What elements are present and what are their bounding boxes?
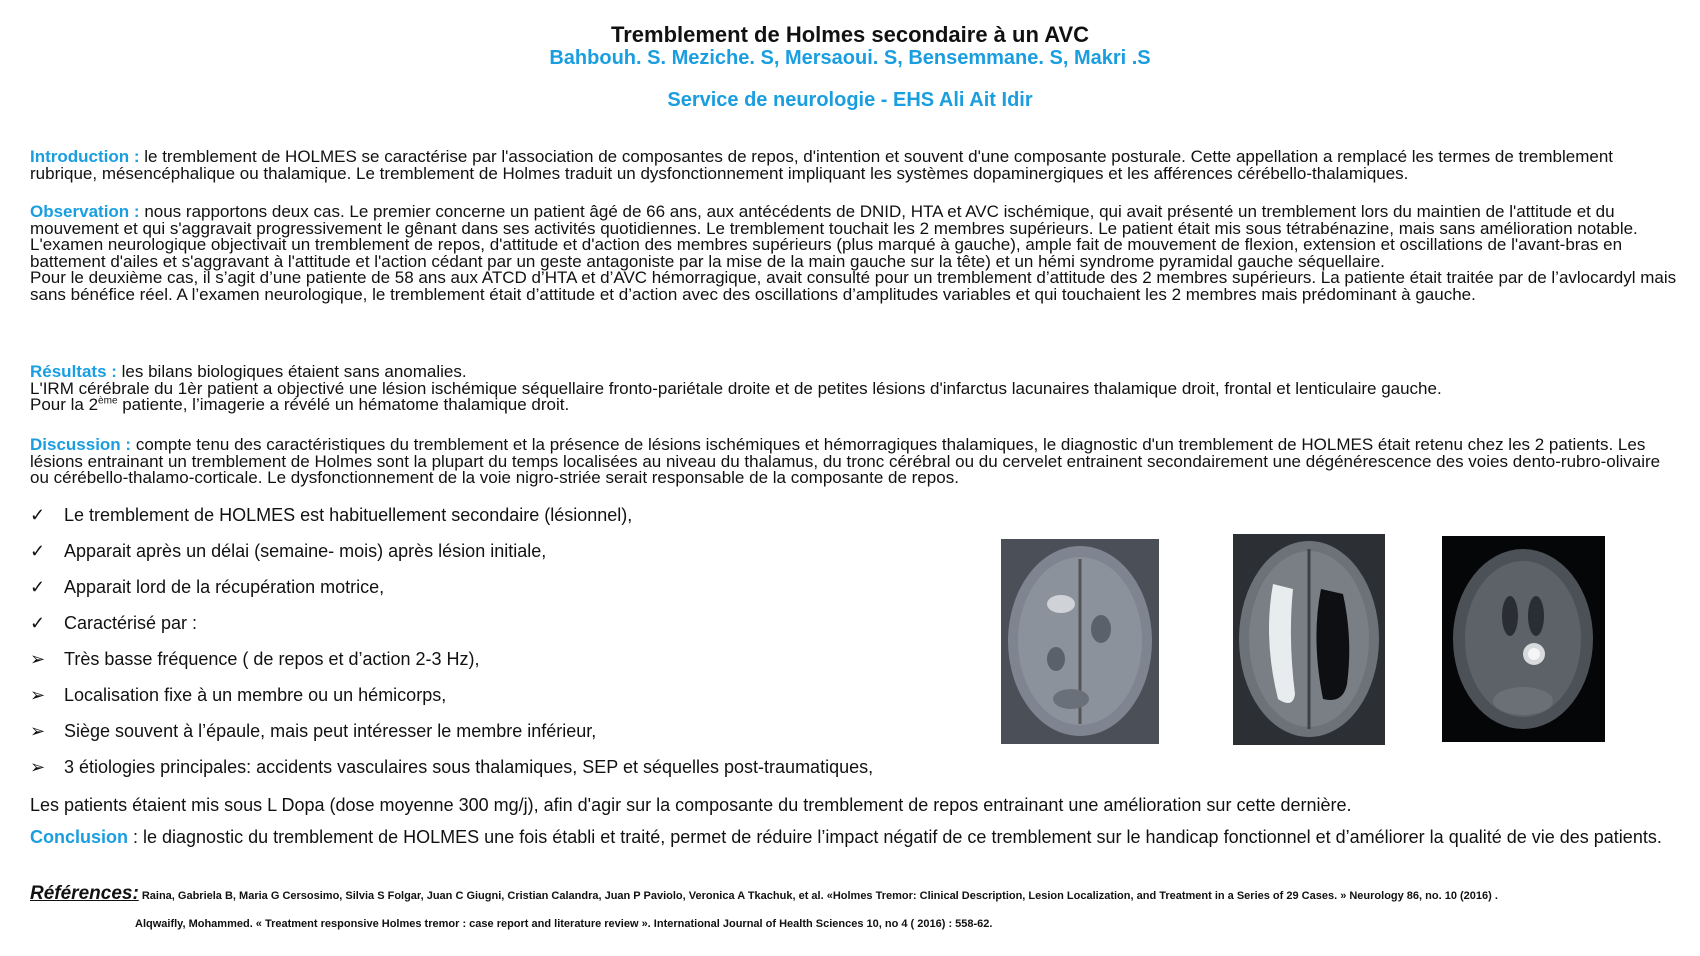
- list-item-text: Siège souvent à l’épaule, mais peut intéresser le membre inférieur,: [64, 721, 597, 741]
- resultats-label: Résultats :: [30, 362, 117, 381]
- arrow-icon: ➢: [30, 649, 46, 669]
- discussion-section: [30, 437, 1680, 487]
- references-section: [30, 883, 1680, 905]
- arrow-icon: ➢: [30, 685, 46, 705]
- discussion-label: Discussion :: [30, 435, 132, 454]
- arrow-icon: ➢: [30, 721, 46, 741]
- discussion-text: compte tenu des caractéristiques du tremblement et la présence de lésions ischémiques et hémorragiques thalamiques, le diagnostic d'un tremblement de HOLMES était retenu chez les 2 patients. Les lésions entrainant un tremblement de Holmes sont la plupart du temps localisées au niveau du thalamus, du tronc cérébral ou du cervelet entrainent secondairement une dégénérescence des voies dento-rubro-olivaire ou cérébello-thalamo-corticale. Le dysfonctionnement de la voie nigro-striée serait responsable de la composante de repos.: [30, 435, 1661, 487]
- list-item-text: Apparait lord de la récupération motrice,: [64, 577, 385, 597]
- list-item: [30, 685, 980, 721]
- resultats-text-3b: patiente, l’imagerie a révélé un hématome thalamique droit.: [117, 395, 570, 414]
- introduction-section: [30, 149, 1680, 182]
- list-item-text: 3 étiologies principales: accidents vasculaires sous thalamiques, SEP et séquelles post-traumatiques,: [64, 757, 874, 777]
- mri-image-3: [1442, 536, 1605, 742]
- list-item-text: Apparait après un délai (semaine- mois) après lésion initiale,: [64, 541, 547, 561]
- check-icon: ✓: [30, 505, 46, 525]
- introduction-text: le tremblement de HOLMES se caractérise par l'association de composantes de repos, d'intention et souvent d'une composante posturale. Cette appellation a remplacé les termes de tremblement rubrique, mésencéphalique ou thalamique. Le tremblement de Holmes traduit un dysfonctionnement impliquant les systèmes dopaminergiques et les afférences cérébello-thalamiques.: [30, 147, 1614, 183]
- list-item: [30, 721, 980, 757]
- list-item: [30, 757, 980, 793]
- arrow-icon: ➢: [30, 757, 46, 777]
- list-item: [30, 541, 980, 577]
- list-item-text: Caractérisé par :: [64, 613, 198, 633]
- introduction-label: Introduction :: [30, 147, 140, 166]
- mri-image-2: [1233, 534, 1385, 745]
- poster-service: Service de neurologie - EHS Ali Ait Idir: [667, 89, 1033, 111]
- resultats-text-1: les bilans biologiques étaient sans anomalies.: [116, 362, 467, 381]
- list-item-text: Le tremblement de HOLMES est habituellement secondaire (lésionnel),: [64, 505, 633, 525]
- observation-text-1: nous rapportons deux cas. Le premier concerne un patient âgé de 66 ans, aux antécédents de DNID, HTA et AVC ischémique, qui avait présenté un tremblement lors du maintien de l'attitude et du mouvement et qui s'aggravait progressivement le gênant dans ses activités quotidiennes. Le tremblement touchait les 2 membres supérieurs. Le patient était mis sous tétrabénazine, mais sans amélioration notable. L'examen neurologique objectivait un tremblement de repos, d'attitude et d'action des membres supérieurs (plus marqué à gauche), ample fait de mouvement de flexion, extension et oscillations de l'avant-bras en battement d'ailes et s'aggravant à l'attitude et l'action cédant par un geste antagoniste par la mise de la main gauche sur la tête) et un hémi syndrome pyramidal gauche séquellaire.: [30, 202, 1638, 271]
- list-item: [30, 613, 980, 649]
- mri-image-1: [1001, 539, 1159, 744]
- list-item: [30, 505, 980, 541]
- resultats-text-3a: Pour la 2: [30, 395, 99, 414]
- check-icon: ✓: [30, 577, 46, 597]
- observation-section: [30, 204, 1680, 303]
- findings-list: [30, 505, 980, 793]
- check-icon: ✓: [30, 613, 46, 633]
- list-item-text: Très basse fréquence ( de repos et d’action 2-3 Hz),: [64, 649, 480, 669]
- resultats-section: [30, 364, 1680, 414]
- reference-1: Raina, Gabriela B, Maria G Cersosimo, Silvia S Folgar, Juan C Giugni, Cristian Calandra, Juan P Paviolo, Veronica A Tkachuk, et al. «Holmes Tremor: Clinical Description, Lesion Localization, and Treatment in a Series of 29 Cases. » Neurology 86, no. 10 (2016) .: [138, 890, 1498, 902]
- list-item-text: Localisation fixe à un membre ou un hémicorps,: [64, 685, 447, 705]
- resultats-text-2: L'IRM cérébrale du 1èr patient a objectivé une lésion ischémique séquellaire fronto-pariétale droite et de petites lésions d'infarctus lacunaires thalamique droit, frontal et lenticulaire gauche.: [30, 378, 1442, 398]
- observation-label: Observation :: [30, 202, 140, 221]
- conclusion-section: [30, 829, 1680, 846]
- conclusion-label: Conclusion: [30, 827, 128, 847]
- check-icon: ✓: [30, 541, 46, 561]
- poster-authors: Bahbouh. S. Meziche. S, Mersaoui. S, Bensemmane. S, Makri .S: [549, 47, 1151, 69]
- reference-2: Alqwaifly, Mohammed. « Treatment responsive Holmes tremor : case report and literature review ». International Journal of Health Sciences 10, no 4 ( 2016) : 558-62.: [135, 918, 993, 930]
- list-item: [30, 577, 980, 613]
- poster-title: Tremblement de Holmes secondaire à un AVC: [610, 22, 1090, 47]
- conclusion-text: : le diagnostic du tremblement de HOLMES une fois établi et traité, permet de réduire l’impact négatif de ce tremblement sur le handicap fonctionnel et d’améliorer la qualité de vie des patients.: [128, 827, 1662, 847]
- observation-text-2: Pour le deuxième cas, il s’agit d’une patiente de 58 ans aux ATCD d’HTA et d’AVC hémorragique, avait consulté pour un tremblement d’attitude des 2 membres supérieurs. La patiente était traitée par de l’avlocardyl mais sans bénéfice réel. A l’examen neurologique, le tremblement était d’attitude et d’action avec des oscillations d’amplitudes variables et qui touchaient les 2 membres mais prédominant à gauche.: [30, 268, 1677, 304]
- list-item: [30, 649, 980, 685]
- resultats-text-3-sup: ème: [98, 395, 118, 407]
- ldopa-text: Les patients étaient mis sous L Dopa (dose moyenne 300 mg/j), afin d'agir sur la composante du tremblement de repos entrainant une amélioration sur cette dernière.: [30, 795, 1352, 815]
- references-label: Références:: [30, 883, 139, 904]
